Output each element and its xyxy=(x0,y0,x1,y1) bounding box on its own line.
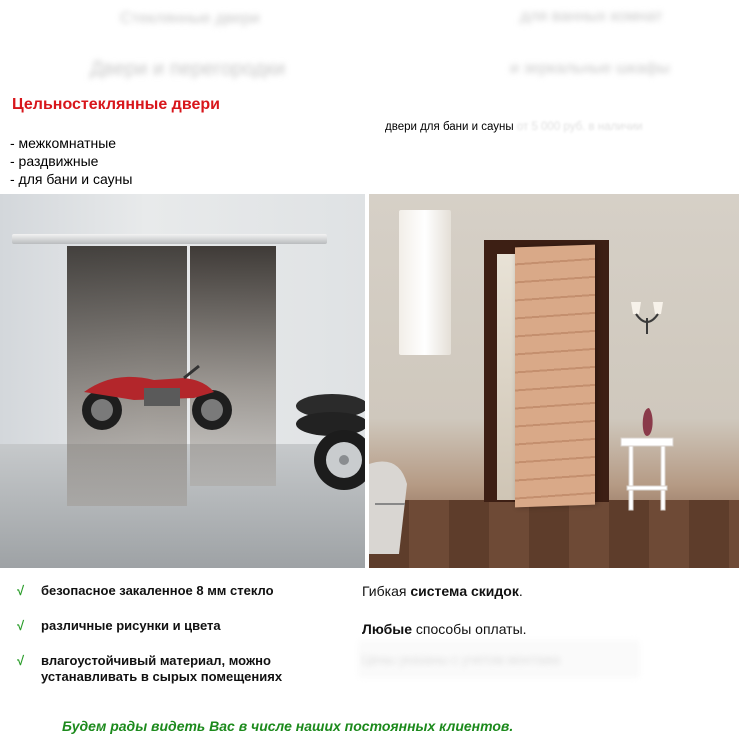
list-item: - для бани и сауны xyxy=(10,171,133,187)
feature-text: влагоустойчивый материал, можно устанавливать в сырых помещениях xyxy=(41,653,283,684)
door-rail xyxy=(12,234,327,244)
header-ghost-text: для ванных комнат xyxy=(520,8,663,25)
checkmark-icon: √ xyxy=(17,653,25,668)
feature-text: различные рисунки и цвета xyxy=(41,618,221,633)
header-ghost-text: и зеркальные шкафы xyxy=(510,60,670,77)
payment-perk xyxy=(362,621,527,637)
interior-door-photo xyxy=(369,194,739,568)
perk-text: способы оплаты. xyxy=(411,621,527,637)
motorcycle-icon xyxy=(74,362,234,432)
caption-text: двери для бани и сауны xyxy=(385,121,514,133)
perk-bold: системa скидок xyxy=(410,583,519,599)
console-table-icon xyxy=(619,406,675,514)
chair-icon xyxy=(369,444,409,564)
perk-text: Гибкая xyxy=(362,583,411,599)
feature-text: безопасное закаленное 8 мм стекло xyxy=(41,583,274,598)
header-ghost-text: Двери и перегородки xyxy=(90,58,286,80)
feature-item xyxy=(17,583,274,599)
list-item: - раздвижные xyxy=(10,153,99,169)
feature-item xyxy=(17,618,221,634)
list-item: - межкомнатные xyxy=(10,135,117,151)
perk-text: . xyxy=(518,583,523,599)
door-types-list xyxy=(10,134,132,188)
header-ghost-text: Стеклянные двери xyxy=(120,10,260,27)
caption-ghost-text: от 5 000 руб. в наличии xyxy=(516,121,643,133)
footer-text: Будем рады видеть Вас в числе наших постоянных клиентов. xyxy=(62,718,514,734)
feature-item xyxy=(17,653,317,685)
page-title: Цельностеклянные двери xyxy=(12,96,220,113)
floor-lamp xyxy=(399,210,451,355)
sauna-doors-caption xyxy=(385,121,643,133)
photo-floor xyxy=(369,500,739,568)
glass-door xyxy=(515,245,595,508)
wall-sconce-icon xyxy=(627,296,667,336)
checkmark-icon: √ xyxy=(17,618,25,633)
ghost-note-text: Цены указаны с учетом монтажа xyxy=(362,652,560,667)
perk-bold: Любые xyxy=(362,621,412,637)
sliding-door-photo xyxy=(0,194,365,568)
discount-perk xyxy=(362,583,523,599)
checkmark-icon: √ xyxy=(17,583,25,598)
tires-icon xyxy=(292,392,365,492)
